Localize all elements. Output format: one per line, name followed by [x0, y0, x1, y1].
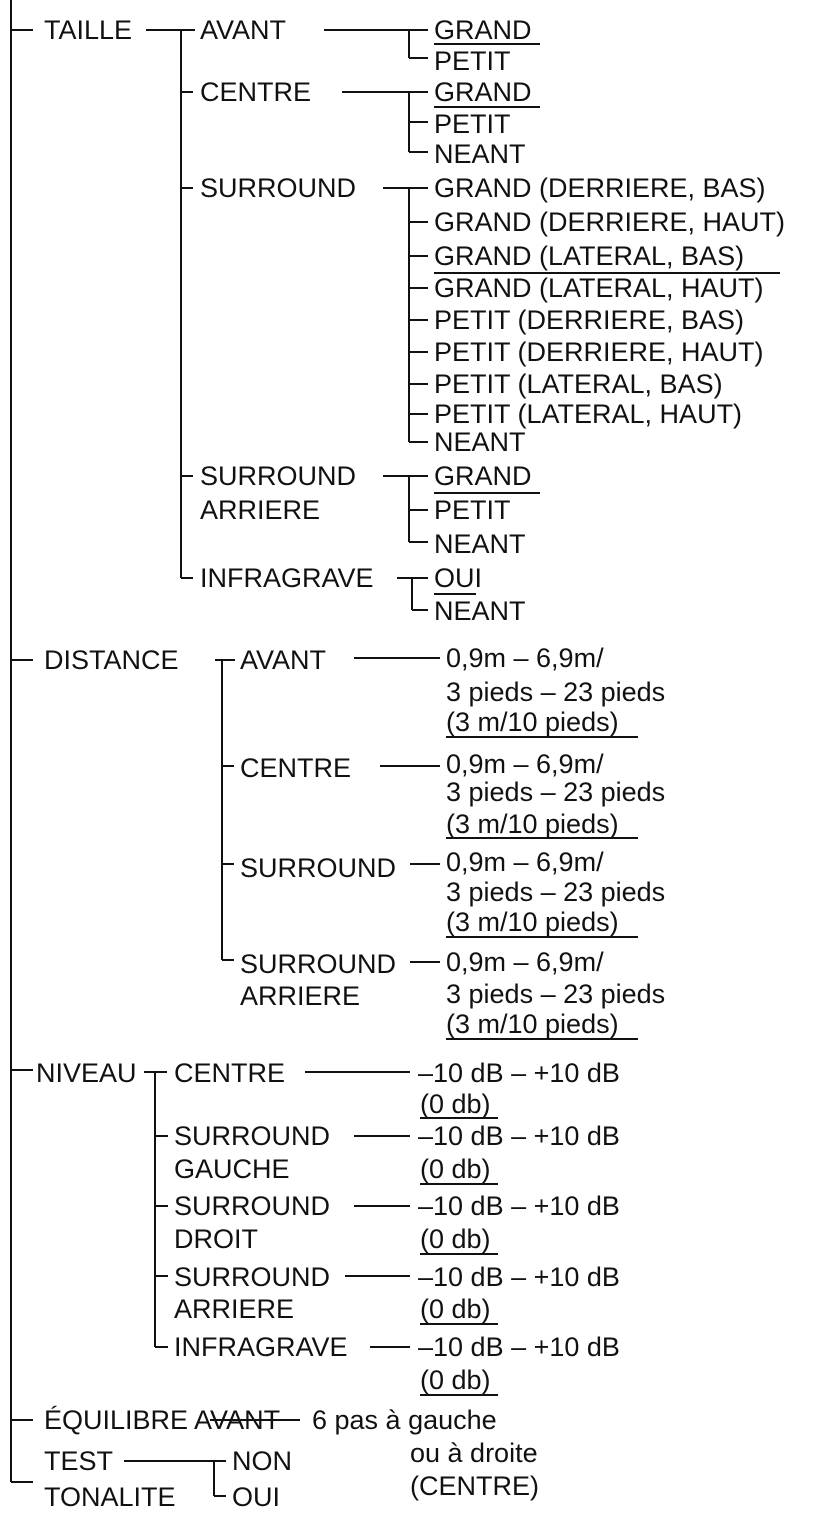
test-label: TEST: [44, 1446, 114, 1476]
level-default: (0 db): [420, 1154, 491, 1184]
distance-range: 3 pieds – 23 pieds: [446, 979, 666, 1009]
equilibre-value-3: (CENTRE): [410, 1471, 539, 1501]
option: GRAND (LATERAL, BAS): [434, 241, 745, 271]
taille-centre-label: CENTRE: [200, 77, 312, 107]
level-default: (0 db): [420, 1224, 491, 1254]
option-oui: OUI: [232, 1482, 281, 1512]
option: GRAND (LATERAL, HAUT): [434, 273, 764, 303]
taille-avant-label: AVANT: [200, 15, 287, 45]
niveau-surround-droit-label: SURROUND: [174, 1191, 331, 1221]
equilibre-value-2: ou à droite: [410, 1438, 538, 1468]
option: GRAND (DERRIERE, BAS): [434, 173, 766, 203]
option-neant: NEANT: [434, 596, 526, 626]
option: GRAND (DERRIERE, HAUT): [434, 207, 786, 237]
niveau-centre-label: CENTRE: [174, 1058, 286, 1088]
niveau-infragrave-label: INFRAGRAVE: [174, 1332, 348, 1362]
distance-range: 3 pieds – 23 pieds: [446, 777, 666, 807]
taille-surround-arriere-label: SURROUND: [200, 461, 357, 491]
distance-surround-label: SURROUND: [240, 853, 397, 883]
distance-range: 0,9m – 6,9m/: [446, 643, 604, 673]
option-petit: PETIT: [434, 109, 511, 139]
option-grand: GRAND: [434, 461, 532, 491]
option-grand: GRAND: [434, 77, 532, 107]
option-oui: OUI: [434, 563, 483, 593]
level-range: –10 dB – +10 dB: [418, 1058, 620, 1088]
taille-label: TAILLE: [44, 15, 133, 45]
distance-default: (3 m/10 pieds): [446, 1009, 619, 1039]
distance-avant-label: AVANT: [240, 645, 327, 675]
option: PETIT (LATERAL, BAS): [434, 369, 723, 399]
level-range: –10 dB – +10 dB: [418, 1262, 620, 1292]
distance-range: 3 pieds – 23 pieds: [446, 677, 666, 707]
distance-range: 0,9m – 6,9m/: [446, 847, 604, 877]
option-petit: PETIT: [434, 495, 511, 525]
equilibre-value: 6 pas à gauche: [312, 1405, 497, 1435]
distance-range: 3 pieds – 23 pieds: [446, 877, 666, 907]
taille-surround-arriere-label-2: ARRIERE: [200, 495, 321, 525]
taille-surround-label: SURROUND: [200, 173, 357, 203]
level-range: –10 dB – +10 dB: [418, 1121, 620, 1151]
distance-range: 0,9m – 6,9m/: [446, 947, 604, 977]
niveau-label: NIVEAU: [36, 1058, 137, 1088]
distance-label: DISTANCE: [44, 645, 179, 675]
option-non: NON: [232, 1446, 292, 1476]
option: PETIT (LATERAL, HAUT): [434, 399, 743, 429]
level-range: –10 dB – +10 dB: [418, 1191, 620, 1221]
option: PETIT (DERRIERE, HAUT): [434, 337, 764, 367]
option-neant: NEANT: [434, 139, 526, 169]
option: NEANT: [434, 427, 526, 457]
test-label-2: TONALITE: [44, 1482, 176, 1512]
distance-surround-arriere-label-2: ARRIERE: [240, 981, 361, 1011]
distance-default: (3 m/10 pieds): [446, 809, 619, 839]
niveau-surround-droit-label-2: DROIT: [174, 1224, 258, 1254]
distance-centre-label: CENTRE: [240, 753, 352, 783]
taille-infragrave-label: INFRAGRAVE: [200, 563, 374, 593]
distance-surround-arriere-label: SURROUND: [240, 949, 397, 979]
niveau-surround-gauche-label-2: GAUCHE: [174, 1154, 290, 1184]
distance-default: (3 m/10 pieds): [446, 907, 619, 937]
niveau-surround-arriere-label: SURROUND: [174, 1262, 331, 1292]
level-default: (0 db): [420, 1089, 491, 1119]
niveau-surround-arriere-label-2: ARRIERE: [174, 1294, 295, 1324]
equilibre-label: ÉQUILIBRE AVANT: [44, 1405, 281, 1435]
level-default: (0 db): [420, 1294, 491, 1324]
level-range: –10 dB – +10 dB: [418, 1332, 620, 1362]
distance-range: 0,9m – 6,9m/: [446, 749, 604, 779]
niveau-surround-gauche-label: SURROUND: [174, 1121, 331, 1151]
distance-default: (3 m/10 pieds): [446, 707, 619, 737]
option: PETIT (DERRIERE, BAS): [434, 305, 745, 335]
level-default: (0 db): [420, 1365, 491, 1395]
option-neant: NEANT: [434, 529, 526, 559]
option-grand: GRAND: [434, 15, 532, 45]
option-petit: PETIT: [434, 46, 511, 76]
